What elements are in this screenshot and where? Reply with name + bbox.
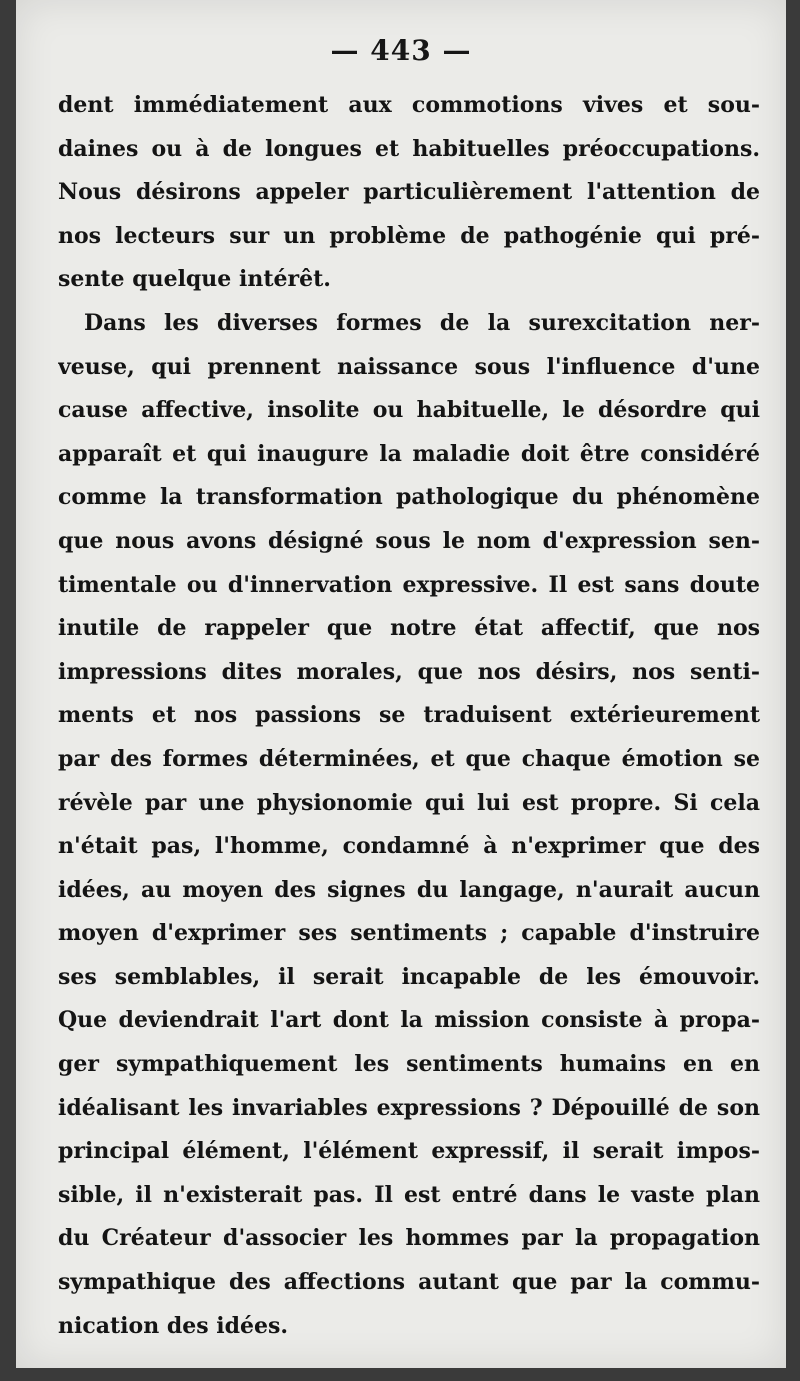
text-line: ger sympathiquement les sentiments humains en en: [58, 1051, 760, 1078]
book-page: [16, 0, 786, 1368]
text-line: idéalisant les invariables expressions ? Dépouillé de son: [58, 1094, 760, 1121]
text-line: sente quelque intérêt.: [58, 266, 331, 293]
text-line: comme la transformation pathologique du phénomène: [58, 484, 760, 511]
text-line: sympathique des affections autant que par la commu-: [58, 1269, 760, 1296]
text-line: Dans les diverses formes de la surexcitation ner-: [84, 309, 760, 336]
text-line: impressions dites morales, que nos désirs, nos senti-: [58, 658, 760, 685]
text-line: veuse, qui prennent naissance sous l'influence d'une: [58, 353, 760, 380]
text-line: sible, il n'existerait pas. Il est entré dans le vaste plan: [58, 1181, 760, 1208]
text-line: par des formes déterminées, et que chaque émotion se: [58, 745, 760, 772]
text-line: que nous avons désigné sous le nom d'expression sen-: [58, 527, 760, 554]
text-line: Que deviendrait l'art dont la mission consiste à propa-: [58, 1007, 760, 1034]
text-line: Nous désirons appeler particulièrement l'attention de: [58, 179, 760, 206]
text-line: timentale ou d'innervation expressive. Il est sans doute: [58, 571, 760, 598]
text-line: idées, au moyen des signes du langage, n'aurait aucun: [58, 876, 760, 903]
text-line: ments et nos passions se traduisent extérieurement: [58, 702, 760, 729]
text-line: révèle par une physionomie qui lui est propre. Si cela: [58, 789, 760, 816]
text-line: dent immédiatement aux commotions vives et sou-: [58, 92, 760, 118]
text-line: apparaît et qui inaugure la maladie doit être considéré: [58, 440, 760, 467]
text-line: daines ou à de longues et habituelles préoccupations.: [58, 135, 760, 162]
text-line: nication des idées.: [58, 1312, 289, 1339]
text-line: principal élément, l'élément expressif, il serait impos-: [58, 1138, 760, 1165]
text-line: moyen d'exprimer ses sentiments ; capable d'instruire: [58, 920, 760, 947]
text-line: n'était pas, l'homme, condamné à n'exprimer que des: [58, 833, 760, 860]
body-text: [58, 84, 760, 1348]
page-number: — 443 —: [330, 34, 472, 67]
text-line: ses semblables, il serait incapable de les émouvoir.: [58, 963, 760, 990]
text-line: nos lecteurs sur un problème de pathogénie qui pré-: [58, 222, 760, 249]
text-line: du Créateur d'associer les hommes par la propagation: [58, 1225, 760, 1252]
text-line: cause affective, insolite ou habituelle, le désordre qui: [58, 397, 760, 424]
text-line: inutile de rappeler que notre état affectif, que nos: [58, 615, 760, 642]
